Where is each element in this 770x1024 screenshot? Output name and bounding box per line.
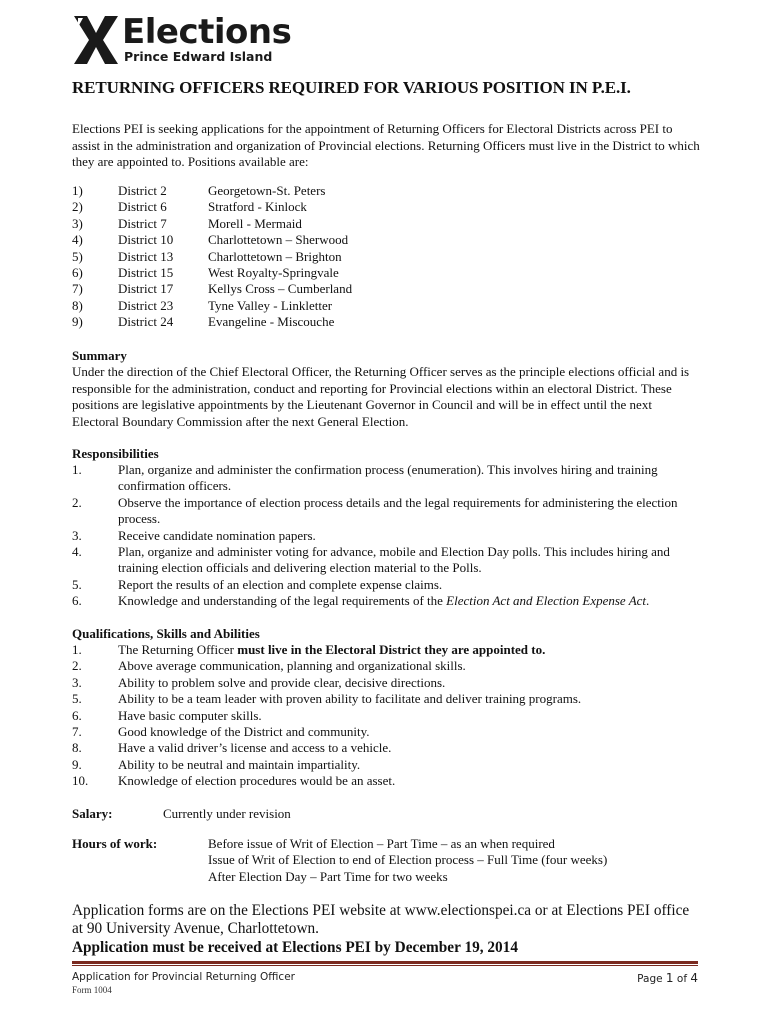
hours-label: Hours of work: xyxy=(72,836,158,851)
application-line: at 90 University Avenue, Charlottetown. xyxy=(72,920,319,938)
footer-form-number: Form 1004 xyxy=(72,985,112,995)
salary-label: Salary: xyxy=(72,806,113,821)
position-row: 7) District 17 Kellys Cross – Cumberland xyxy=(72,281,353,297)
list-item: 4. Plan, organize and administer voting for advance, mobile and Election Day polls. This includes hiring and training election officials and delivering election material to the Polls. xyxy=(72,544,670,576)
list-item: 2. Observe the importance of election process details and the legal requirements for administering the election process. xyxy=(72,494,678,527)
responsibilities-list xyxy=(72,462,702,610)
hours-lines xyxy=(208,836,607,885)
summary-paragraph: Under the direction of the Chief Electoral Officer, the Returning Officer serves as the principle elections official and is responsible for the administration, conduct and reporting for Provincial elections within an electoral District. These positions are legislative appointments by the Lieutenant Governor in Council and will be in effect until the next Electoral Boundary Commission after the next General Election. xyxy=(72,364,690,429)
logo-title: Elections xyxy=(122,12,292,52)
position-row: 5) District 13 Charlottetown – Brighton xyxy=(72,248,342,264)
position-row: 9) District 24 Evangeline - Miscouche xyxy=(72,314,335,330)
page-title: RETURNING OFFICERS REQUIRED FOR VARIOUS POSITION IN P.E.I. xyxy=(72,78,631,97)
list-item: 9. Ability to be neutral and maintain impartiality. xyxy=(72,756,361,772)
intro-paragraph: Elections PEI is seeking applications for the appointment of Returning Officers for Electoral Districts across PEI to assist in the administration and organization of Provincial elections. Returning Officers must live in the District to which they are appointed to. Positions available are: xyxy=(72,121,700,169)
x-mark-icon xyxy=(74,16,118,64)
summary-heading: Summary xyxy=(72,348,127,363)
footer-divider-thin xyxy=(72,965,698,966)
list-item: 1. The Returning Officer must live in the Electoral District they are appointed to. xyxy=(72,642,546,657)
position-row: 6) District 15 West Royalty-Springvale xyxy=(72,264,339,280)
list-item: 3. Ability to problem solve and provide clear, decisive directions. xyxy=(72,674,446,690)
position-row: 4) District 10 Charlottetown – Sherwood xyxy=(72,232,349,248)
salary-value: Currently under revision xyxy=(163,806,291,821)
position-row: 1) District 2 Georgetown-St. Peters xyxy=(72,183,326,198)
list-item: 10. Knowledge of election procedures would be an asset. xyxy=(72,773,396,789)
responsibilities-heading: Responsibilities xyxy=(72,446,159,461)
list-item: 7. Good knowledge of the District and community. xyxy=(72,724,370,740)
positions-list xyxy=(72,183,712,331)
footer-title: Application for Provincial Returning Officer xyxy=(72,971,295,983)
logo-subtitle: Prince Edward Island xyxy=(124,49,273,64)
list-item: 8. Have a valid driver’s license and access to a vehicle. xyxy=(72,740,392,756)
hours-line: After Election Day – Part Time for two weeks xyxy=(208,868,448,884)
application-deadline: Application must be received at Elections PEI by December 19, 2014 xyxy=(72,938,518,956)
hours-line: Before issue of Writ of Election – Part Time – as an when required xyxy=(208,836,555,851)
elections-pei-logo xyxy=(74,12,292,64)
list-item: 1. Plan, organize and administer the confirmation process (enumeration). This involves hiring and training confirmation officers. xyxy=(72,462,658,494)
list-item: 3. Receive candidate nomination papers. xyxy=(72,527,316,543)
application-line: Application forms are on the Elections PEI website at www.electionspei.ca or at Elections PEI office xyxy=(72,902,690,919)
list-item: 2. Above average communication, planning and organizational skills. xyxy=(72,658,466,674)
qualifications-list xyxy=(72,642,702,790)
position-row: 2) District 6 Stratford - Kinlock xyxy=(72,199,307,215)
list-item: 6. Knowledge and understanding of the legal requirements of the Election Act and Election Expense Act. xyxy=(72,593,650,609)
qualifications-heading: Qualifications, Skills and Abilities xyxy=(72,626,260,641)
list-item: 5. Ability to be a team leader with proven ability to facilitate and deliver training programs. xyxy=(72,691,582,707)
list-item: 6. Have basic computer skills. xyxy=(72,707,262,723)
footer-divider xyxy=(72,961,698,964)
application-info xyxy=(72,902,712,957)
list-item: 5. Report the results of an election and complete expense claims. xyxy=(72,576,443,592)
position-row: 3) District 7 Morell - Mermaid xyxy=(72,215,302,231)
position-row: 8) District 23 Tyne Valley - Linkletter xyxy=(72,297,333,313)
hours-line: Issue of Writ of Election to end of Election process – Full Time (four weeks) xyxy=(208,852,608,868)
page-number: Page 1 of 4 xyxy=(637,971,698,985)
